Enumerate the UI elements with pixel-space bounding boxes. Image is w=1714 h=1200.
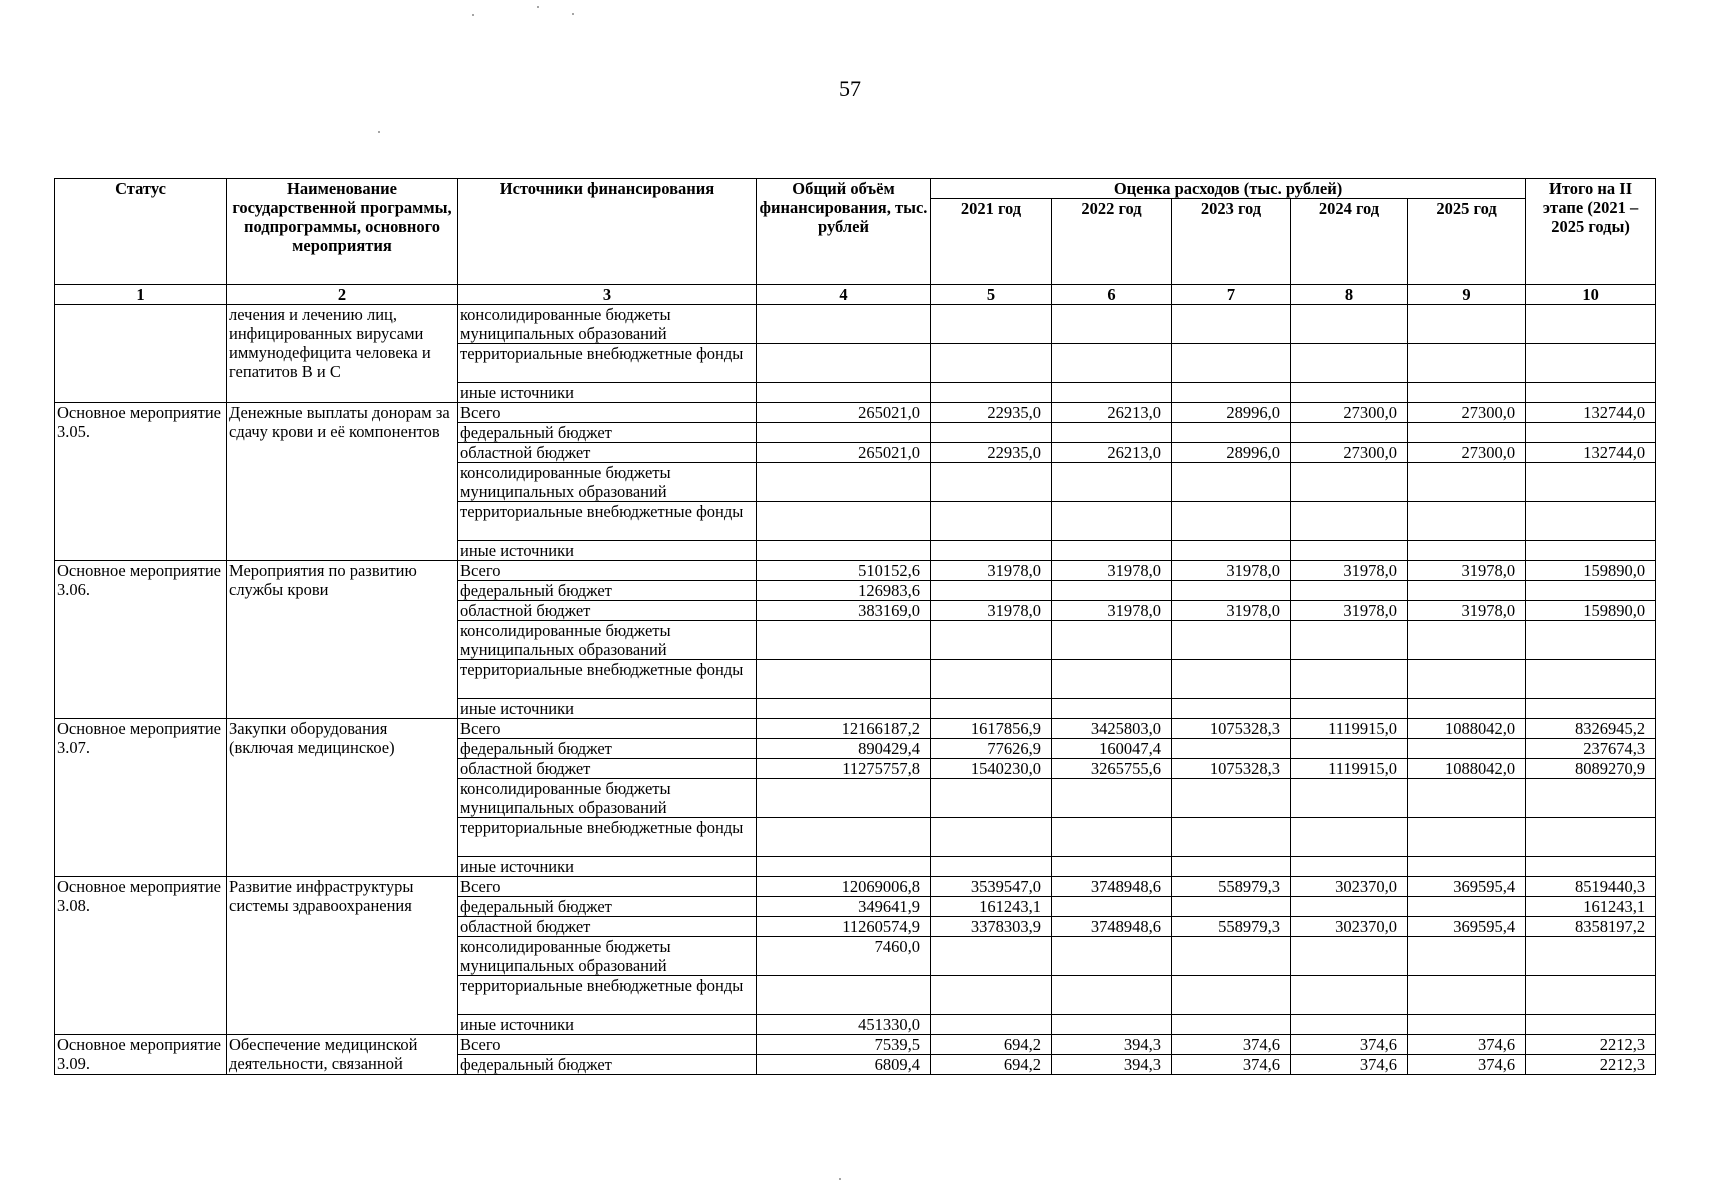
value-cell: 374,6: [1408, 1035, 1526, 1055]
scan-speck: [378, 131, 380, 133]
header-status: Статус: [55, 179, 227, 285]
value-cell: 26213,0: [1052, 443, 1172, 463]
value-cell: [1172, 937, 1291, 976]
scan-speck: [537, 6, 539, 8]
value-cell: [1408, 699, 1526, 719]
value-cell: [1172, 383, 1291, 403]
value-cell: 160047,4: [1052, 739, 1172, 759]
column-number: 3: [458, 285, 757, 305]
value-cell: [1291, 305, 1408, 344]
value-cell: 302370,0: [1291, 877, 1408, 897]
column-number: 4: [757, 285, 931, 305]
value-cell: 265021,0: [757, 443, 931, 463]
value-cell: [1172, 463, 1291, 502]
value-cell: 8358197,2: [1526, 917, 1656, 937]
value-cell: [1408, 1015, 1526, 1035]
source-cell: Всего: [458, 719, 757, 739]
value-cell: [1526, 502, 1656, 541]
header-estimate-group: Оценка расходов (тыс. рублей): [931, 179, 1526, 199]
value-cell: [757, 383, 931, 403]
value-cell: [1408, 383, 1526, 403]
value-cell: 265021,0: [757, 403, 931, 423]
status-cell: Основное мероприятие 3.06.: [55, 561, 227, 719]
page-number: 57: [839, 76, 861, 101]
header-year: 2024 год: [1291, 199, 1408, 285]
value-cell: [1526, 818, 1656, 857]
value-cell: [1408, 857, 1526, 877]
status-cell: Основное мероприятие 3.05.: [55, 403, 227, 561]
table-row: [55, 719, 1656, 739]
value-cell: [931, 502, 1052, 541]
value-cell: 302370,0: [1291, 917, 1408, 937]
value-cell: 3539547,0: [931, 877, 1052, 897]
header-year: 2022 год: [1052, 199, 1172, 285]
value-cell: 22935,0: [931, 443, 1052, 463]
value-cell: [931, 463, 1052, 502]
value-cell: 1119915,0: [1291, 759, 1408, 779]
value-cell: 394,3: [1052, 1035, 1172, 1055]
value-cell: [931, 818, 1052, 857]
value-cell: 31978,0: [1408, 561, 1526, 581]
value-cell: [1526, 463, 1656, 502]
value-cell: [931, 305, 1052, 344]
value-cell: 132744,0: [1526, 443, 1656, 463]
source-cell: консолидированные бюджеты муниципальных образований: [458, 463, 757, 502]
value-cell: [1408, 344, 1526, 383]
column-number: 1: [55, 285, 227, 305]
value-cell: [1291, 344, 1408, 383]
value-cell: [1526, 581, 1656, 601]
value-cell: 1540230,0: [931, 759, 1052, 779]
value-cell: 31978,0: [1291, 601, 1408, 621]
value-cell: [931, 621, 1052, 660]
value-cell: [1526, 383, 1656, 403]
value-cell: [1408, 937, 1526, 976]
value-cell: [1052, 699, 1172, 719]
value-cell: 11260574,9: [757, 917, 931, 937]
value-cell: [1052, 818, 1172, 857]
header-sources: Источники финансирования: [458, 179, 757, 285]
table-row: [55, 877, 1656, 897]
value-cell: 237674,3: [1526, 739, 1656, 759]
value-cell: [757, 779, 931, 818]
source-cell: консолидированные бюджеты муниципальных образований: [458, 937, 757, 976]
value-cell: [1172, 502, 1291, 541]
value-cell: [757, 541, 931, 561]
value-cell: [1052, 1015, 1172, 1035]
value-cell: [1052, 660, 1172, 699]
value-cell: 12166187,2: [757, 719, 931, 739]
value-cell: [1052, 541, 1172, 561]
value-cell: [1052, 581, 1172, 601]
header-year: 2023 год: [1172, 199, 1291, 285]
value-cell: [1291, 383, 1408, 403]
value-cell: 374,6: [1408, 1055, 1526, 1075]
source-cell: областной бюджет: [458, 759, 757, 779]
value-cell: [757, 976, 931, 1015]
value-cell: [1408, 621, 1526, 660]
value-cell: [1291, 779, 1408, 818]
value-cell: 31978,0: [1052, 601, 1172, 621]
value-cell: 890429,4: [757, 739, 931, 759]
header-year: 2021 год: [931, 199, 1052, 285]
table-body: [55, 305, 1656, 1075]
program-name-cell: лечения и лечению лиц, инфицированных вирусами иммунодефицита человека и гепатитов В и С: [227, 305, 458, 403]
value-cell: [1052, 344, 1172, 383]
value-cell: 126983,6: [757, 581, 931, 601]
value-cell: 8519440,3: [1526, 877, 1656, 897]
value-cell: [1052, 423, 1172, 443]
value-cell: 369595,4: [1408, 877, 1526, 897]
source-cell: иные источники: [458, 699, 757, 719]
value-cell: 394,3: [1052, 1055, 1172, 1075]
value-cell: [1052, 502, 1172, 541]
status-cell: Основное мероприятие 3.08.: [55, 877, 227, 1035]
value-cell: [1408, 502, 1526, 541]
value-cell: [931, 581, 1052, 601]
value-cell: [1526, 1015, 1656, 1035]
value-cell: [1526, 937, 1656, 976]
value-cell: 27300,0: [1408, 403, 1526, 423]
value-cell: 77626,9: [931, 739, 1052, 759]
value-cell: [931, 976, 1052, 1015]
value-cell: [757, 621, 931, 660]
value-cell: [1052, 779, 1172, 818]
value-cell: 31978,0: [1172, 561, 1291, 581]
value-cell: 27300,0: [1291, 443, 1408, 463]
scan-speck: [839, 1178, 841, 1180]
source-cell: областной бюджет: [458, 601, 757, 621]
table-row: [55, 1035, 1656, 1055]
source-cell: Всего: [458, 403, 757, 423]
value-cell: [1526, 660, 1656, 699]
source-cell: Всего: [458, 561, 757, 581]
source-cell: иные источники: [458, 857, 757, 877]
value-cell: 558979,3: [1172, 877, 1291, 897]
value-cell: [1172, 857, 1291, 877]
value-cell: [1052, 976, 1172, 1015]
source-cell: Всего: [458, 877, 757, 897]
value-cell: [1172, 897, 1291, 917]
value-cell: [1408, 541, 1526, 561]
value-cell: [1291, 463, 1408, 502]
value-cell: 374,6: [1172, 1055, 1291, 1075]
value-cell: 7460,0: [757, 937, 931, 976]
value-cell: [757, 502, 931, 541]
column-number: 6: [1052, 285, 1172, 305]
value-cell: [1291, 502, 1408, 541]
value-cell: [1291, 897, 1408, 917]
value-cell: 8089270,9: [1526, 759, 1656, 779]
value-cell: [1172, 621, 1291, 660]
value-cell: [757, 818, 931, 857]
value-cell: 369595,4: [1408, 917, 1526, 937]
source-cell: иные источники: [458, 1015, 757, 1035]
value-cell: [1526, 976, 1656, 1015]
value-cell: [757, 857, 931, 877]
value-cell: [1172, 660, 1291, 699]
value-cell: 159890,0: [1526, 601, 1656, 621]
value-cell: [1408, 779, 1526, 818]
value-cell: [1291, 1015, 1408, 1035]
program-name-cell: Денежные выплаты донорам за сдачу крови и её компонентов: [227, 403, 458, 561]
source-cell: областной бюджет: [458, 443, 757, 463]
header-year: 2025 год: [1408, 199, 1526, 285]
source-cell: федеральный бюджет: [458, 423, 757, 443]
value-cell: 383169,0: [757, 601, 931, 621]
source-cell: территориальные внебюджетные фонды: [458, 976, 757, 1015]
value-cell: 31978,0: [931, 561, 1052, 581]
column-number: 10: [1526, 285, 1656, 305]
value-cell: 26213,0: [1052, 403, 1172, 423]
value-cell: [1408, 897, 1526, 917]
value-cell: [1526, 423, 1656, 443]
value-cell: [1172, 976, 1291, 1015]
value-cell: 28996,0: [1172, 403, 1291, 423]
value-cell: 374,6: [1291, 1035, 1408, 1055]
value-cell: 1119915,0: [1291, 719, 1408, 739]
value-cell: [931, 344, 1052, 383]
source-cell: консолидированные бюджеты муниципальных образований: [458, 305, 757, 344]
value-cell: 1088042,0: [1408, 759, 1526, 779]
program-name-cell: Мероприятия по развитию службы крови: [227, 561, 458, 719]
header-stage-total: Итого на II этапе (2021 – 2025 годы): [1526, 179, 1656, 285]
table-row: [55, 561, 1656, 581]
value-cell: [1408, 818, 1526, 857]
value-cell: [757, 305, 931, 344]
value-cell: [1408, 581, 1526, 601]
status-cell: Основное мероприятие 3.09.: [55, 1035, 227, 1075]
value-cell: 31978,0: [1172, 601, 1291, 621]
value-cell: [1291, 660, 1408, 699]
value-cell: 3265755,6: [1052, 759, 1172, 779]
scan-speck: [472, 14, 474, 16]
value-cell: [1526, 541, 1656, 561]
value-cell: [757, 660, 931, 699]
value-cell: [1172, 541, 1291, 561]
value-cell: 2212,3: [1526, 1035, 1656, 1055]
source-cell: территориальные внебюджетные фонды: [458, 502, 757, 541]
value-cell: 1075328,3: [1172, 759, 1291, 779]
source-cell: консолидированные бюджеты муниципальных образований: [458, 779, 757, 818]
value-cell: [1172, 423, 1291, 443]
value-cell: 374,6: [1291, 1055, 1408, 1075]
value-cell: 27300,0: [1408, 443, 1526, 463]
value-cell: [757, 423, 931, 443]
value-cell: [1172, 581, 1291, 601]
source-cell: территориальные внебюджетные фонды: [458, 818, 757, 857]
value-cell: [757, 699, 931, 719]
header-program: Наименование государственной программы, подпрограммы, основного мероприятия: [227, 179, 458, 285]
value-cell: 510152,6: [757, 561, 931, 581]
column-number: 8: [1291, 285, 1408, 305]
value-cell: [1291, 541, 1408, 561]
value-cell: [931, 383, 1052, 403]
value-cell: [1291, 423, 1408, 443]
value-cell: [1052, 897, 1172, 917]
value-cell: [1291, 581, 1408, 601]
program-name-cell: Обеспечение медицинской деятельности, связанной: [227, 1035, 458, 1075]
value-cell: [931, 937, 1052, 976]
value-cell: [1052, 621, 1172, 660]
value-cell: [1408, 739, 1526, 759]
value-cell: [1291, 739, 1408, 759]
value-cell: 11275757,8: [757, 759, 931, 779]
value-cell: 3748948,6: [1052, 917, 1172, 937]
value-cell: 1088042,0: [1408, 719, 1526, 739]
value-cell: [931, 699, 1052, 719]
value-cell: [1052, 937, 1172, 976]
value-cell: [931, 660, 1052, 699]
column-number: 9: [1408, 285, 1526, 305]
value-cell: 1075328,3: [1172, 719, 1291, 739]
value-cell: 374,6: [1172, 1035, 1291, 1055]
value-cell: [931, 541, 1052, 561]
value-cell: [1172, 344, 1291, 383]
value-cell: [1291, 818, 1408, 857]
table-header: [55, 179, 1656, 305]
value-cell: [1408, 305, 1526, 344]
value-cell: 31978,0: [1291, 561, 1408, 581]
value-cell: [757, 344, 931, 383]
source-cell: территориальные внебюджетные фонды: [458, 660, 757, 699]
value-cell: [1172, 305, 1291, 344]
value-cell: [1172, 818, 1291, 857]
value-cell: 28996,0: [1172, 443, 1291, 463]
value-cell: 349641,9: [757, 897, 931, 917]
column-number: 2: [227, 285, 458, 305]
value-cell: 2212,3: [1526, 1055, 1656, 1075]
source-cell: иные источники: [458, 383, 757, 403]
value-cell: [931, 857, 1052, 877]
value-cell: [1052, 305, 1172, 344]
value-cell: 27300,0: [1291, 403, 1408, 423]
source-cell: иные источники: [458, 541, 757, 561]
value-cell: [1172, 779, 1291, 818]
value-cell: [1291, 937, 1408, 976]
value-cell: 161243,1: [931, 897, 1052, 917]
scan-speck: [572, 13, 574, 15]
value-cell: [931, 423, 1052, 443]
value-cell: [1172, 739, 1291, 759]
source-cell: федеральный бюджет: [458, 739, 757, 759]
value-cell: 31978,0: [1052, 561, 1172, 581]
value-cell: 6809,4: [757, 1055, 931, 1075]
value-cell: [1291, 976, 1408, 1015]
table-row: [55, 403, 1656, 423]
source-cell: Всего: [458, 1035, 757, 1055]
value-cell: 1617856,9: [931, 719, 1052, 739]
value-cell: [1526, 344, 1656, 383]
value-cell: 12069006,8: [757, 877, 931, 897]
value-cell: 558979,3: [1172, 917, 1291, 937]
value-cell: 694,2: [931, 1055, 1052, 1075]
value-cell: 3748948,6: [1052, 877, 1172, 897]
value-cell: [931, 779, 1052, 818]
source-cell: федеральный бюджет: [458, 581, 757, 601]
value-cell: [1291, 621, 1408, 660]
value-cell: 3425803,0: [1052, 719, 1172, 739]
value-cell: 161243,1: [1526, 897, 1656, 917]
value-cell: [1526, 621, 1656, 660]
source-cell: консолидированные бюджеты муниципальных образований: [458, 621, 757, 660]
column-number: 7: [1172, 285, 1291, 305]
value-cell: [1408, 423, 1526, 443]
value-cell: 31978,0: [1408, 601, 1526, 621]
financing-table: [54, 178, 1656, 1075]
value-cell: [1408, 660, 1526, 699]
status-cell: Основное мероприятие 3.07.: [55, 719, 227, 877]
value-cell: [757, 463, 931, 502]
value-cell: 8326945,2: [1526, 719, 1656, 739]
value-cell: [1052, 383, 1172, 403]
value-cell: 22935,0: [931, 403, 1052, 423]
value-cell: [1526, 699, 1656, 719]
value-cell: [1291, 857, 1408, 877]
source-cell: областной бюджет: [458, 917, 757, 937]
column-number-row: [55, 285, 1656, 305]
value-cell: [1172, 699, 1291, 719]
header-total: Общий объём финансирования, тыс. рублей: [757, 179, 931, 285]
value-cell: [931, 1015, 1052, 1035]
value-cell: [1408, 976, 1526, 1015]
value-cell: [1291, 699, 1408, 719]
value-cell: [1052, 857, 1172, 877]
value-cell: [1526, 305, 1656, 344]
table-row: [55, 305, 1656, 344]
source-cell: федеральный бюджет: [458, 897, 757, 917]
value-cell: 132744,0: [1526, 403, 1656, 423]
program-name-cell: Развитие инфраструктуры системы здравоохранения: [227, 877, 458, 1035]
source-cell: территориальные внебюджетные фонды: [458, 344, 757, 383]
value-cell: [1408, 463, 1526, 502]
column-number: 5: [931, 285, 1052, 305]
value-cell: 3378303,9: [931, 917, 1052, 937]
value-cell: [1052, 463, 1172, 502]
value-cell: [1526, 857, 1656, 877]
value-cell: 31978,0: [931, 601, 1052, 621]
value-cell: 159890,0: [1526, 561, 1656, 581]
value-cell: [1526, 779, 1656, 818]
value-cell: [1172, 1015, 1291, 1035]
status-cell: [55, 305, 227, 403]
value-cell: 451330,0: [757, 1015, 931, 1035]
value-cell: 694,2: [931, 1035, 1052, 1055]
value-cell: 7539,5: [757, 1035, 931, 1055]
source-cell: федеральный бюджет: [458, 1055, 757, 1075]
program-name-cell: Закупки оборудования (включая медицинское): [227, 719, 458, 877]
